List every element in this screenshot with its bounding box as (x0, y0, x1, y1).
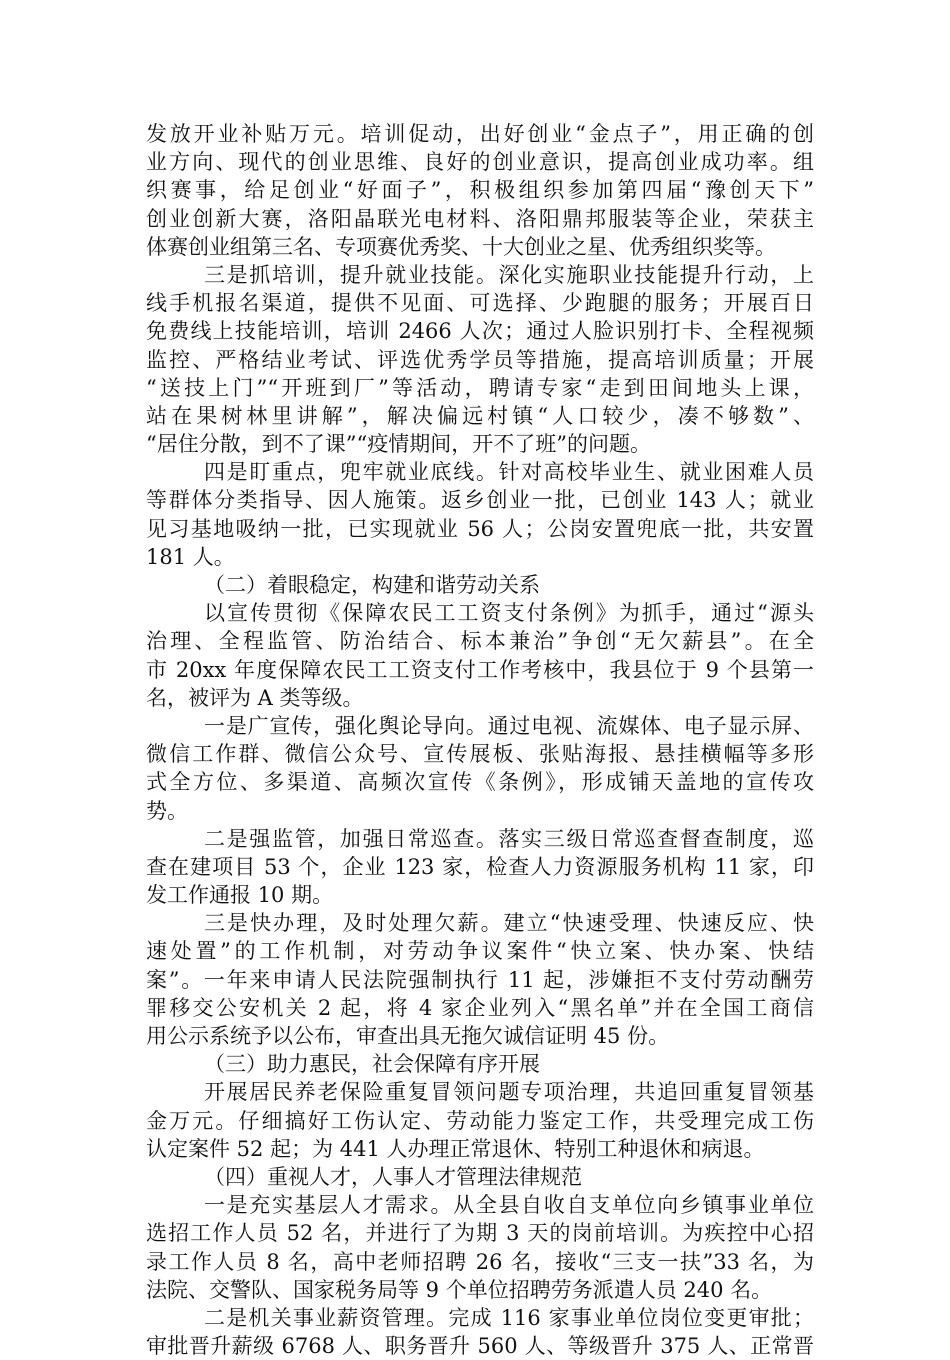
text-line: 名，被评为 A 类等级。 (146, 685, 364, 710)
text-line: 录工作人员 8 名，高中老师招聘 26 名，接收“三支一扶”33 名，为 (146, 1249, 814, 1274)
text-line: 微信工作群、微信公众号、宣传展板、张贴海报、悬挂横幅等多形 (146, 742, 814, 767)
text-line: 罪移交公安机关 2 起，将 4 家企业列入“黑名单”并在全国工商信 (146, 995, 814, 1020)
text-line: 体赛创业组第三名、专项赛优秀奖、十大创业之星、优秀组织奖等。 (146, 234, 776, 259)
text-line: “居住分散，到不了课”“疫情期间，开不了班”的问题。 (146, 432, 651, 457)
text-line: 线手机报名渠道，提供不见面、可选择、少跑腿的服务；开展百日 (146, 291, 814, 316)
text-line: 181 人。 (146, 544, 235, 569)
text-line: 审批晋升薪级 6768 人、职务晋升 560 人、等级晋升 375 人、正常晋 (146, 1334, 814, 1359)
text-line: 金万元。仔细搞好工伤认定、劳动能力鉴定工作，共受理完成工伤 (146, 1108, 814, 1133)
text-line: 二是强监管，加强日常巡查。落实三级日常巡查督查制度，巡 (204, 826, 814, 851)
text-line: 发工作通报 10 期。 (146, 883, 334, 908)
text-line: 业方向、现代的创业思维、良好的创业意识，提高创业成功率。组 (146, 150, 814, 175)
text-line: 创业创新大赛，洛阳晶联光电材料、洛阳鼎邦服装等企业，荣获主 (146, 206, 814, 231)
text-line: 治理、全程监管、防治结合、标本兼治”争创“无欠薪县”。在全 (146, 629, 814, 654)
text-line: 见习基地吸纳一批，已实现就业 56 人；公岗安置兜底一批，共安置 (146, 516, 814, 541)
text-line: 三是抓培训，提升就业技能。深化实施职业技能提升行动，上 (204, 262, 814, 287)
text-line: 市 20xx 年度保障农民工工资支付工作考核中，我县位于 9 个县第一 (146, 657, 814, 682)
text-line: 用公示系统予以公布，审查出具无拖欠诚信证明 45 份。 (146, 1024, 670, 1048)
text-line: 免费线上技能培训，培训 2466 人次；通过人脸识别打卡、全程视频 (146, 319, 814, 344)
text-line: 速处置”的工作机制，对劳动争议案件“快立案、快办案、快结 (146, 939, 814, 964)
text-line: 三是快办理，及时处理欠薪。建立“快速受理、快速反应、快 (204, 911, 814, 936)
text-line: 式全方位、多渠道、高频次宣传《条例》，形成铺天盖地的宣传攻 (146, 770, 814, 795)
text-line: 以宣传贯彻《保障农民工工资支付条例》为抓手，通过“源头 (204, 601, 814, 626)
text-line: （四）重视人才，人事人才管理法律规范 (204, 1164, 582, 1189)
text-line: 一是充实基层人才需求。从全县自收自支单位向乡镇事业单位 (204, 1193, 814, 1218)
text-line: 选招工作人员 52 名，并进行了为期 3 天的岗前培训。为疾控中心招 (146, 1221, 814, 1246)
text-line: 监控、严格结业考试、评选优秀学员等措施，提高培训质量；开展 (146, 347, 814, 372)
text-line: 案”。一年来申请人民法院强制执行 11 起，涉嫌拒不支付劳动酬劳 (146, 967, 814, 992)
text-line: 站在果树林里讲解”，解决偏远村镇“人口较少，凑不够数”、 (146, 403, 814, 428)
text-line: 开展居民养老保险重复冒领问题专项治理，共追回重复冒领基 (204, 1080, 814, 1105)
text-line: 法院、交警队、国家税务局等 9 个单位招聘劳务派遣人员 240 名。 (146, 1277, 773, 1302)
text-line: 织赛事，给足创业“好面子”，积极组织参加第四届“豫创天下” (146, 178, 814, 203)
document-body (146, 120, 814, 1360)
text-line: “送技上门”“开班到厂”等活动，聘请专家“走到田间地头上课， (146, 375, 814, 400)
text-line: 二是机关事业薪资管理。完成 116 家事业单位岗位变更审批； (204, 1305, 814, 1330)
text-line: 一是广宣传，强化舆论导向。通过电视、流媒体、电子显示屏、 (204, 713, 814, 738)
text-line: （二）着眼稳定，构建和谐劳动关系 (204, 573, 540, 597)
text-line: 认定案件 52 起；为 441 人办理正常退休、特别工种退休和病退。 (146, 1136, 765, 1161)
text-line: （三）助力惠民，社会保障有序开展 (204, 1052, 540, 1077)
text-line: 等群体分类指导、因人施策。返乡创业一批，已创业 143 人；就业 (146, 488, 814, 513)
text-line: 势。 (146, 798, 188, 823)
text-line: 查在建项目 53 个，企业 123 家，检查人力资源服务机构 11 家，印 (146, 854, 814, 879)
text-line: 四是盯重点，兜牢就业底线。针对高校毕业生、就业困难人员 (204, 460, 814, 485)
text-line: 发放开业补贴万元。培训促动，出好创业“金点子”，用正确的创 (146, 122, 814, 146)
